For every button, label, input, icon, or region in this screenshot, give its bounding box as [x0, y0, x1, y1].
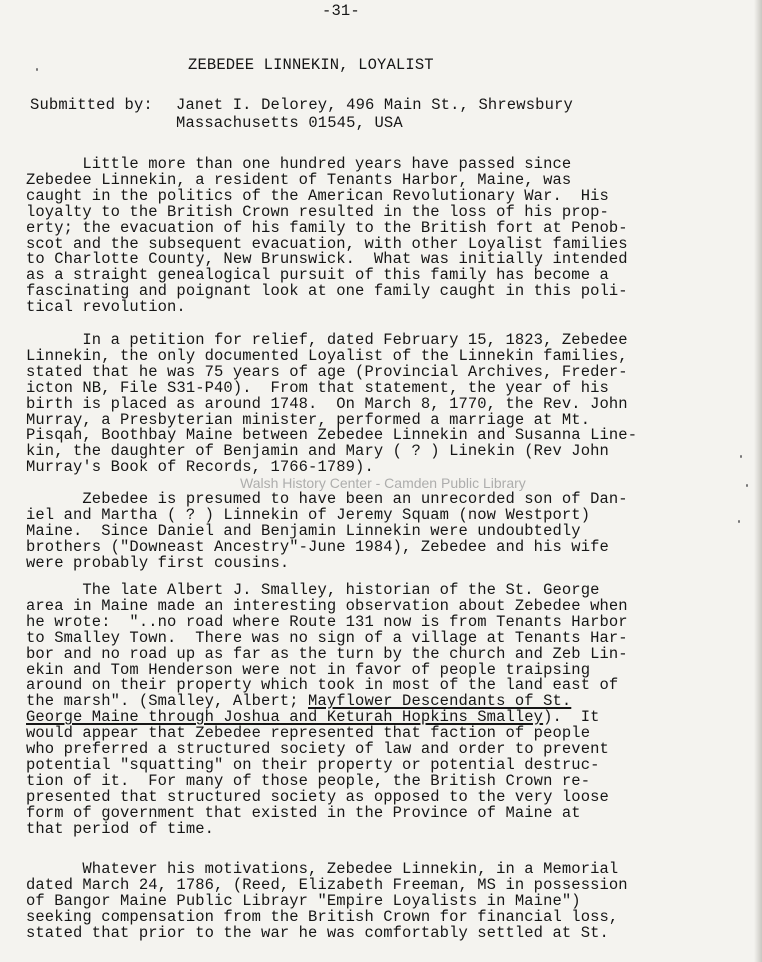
submitter-address-line-2: Massachusetts 01545, USA: [176, 114, 403, 132]
text-line: of Bangor Maine Public Librayr "Empire Loyalists in Maine"): [26, 891, 581, 910]
paragraph-1: [26, 157, 676, 316]
text-line: erty; the evacuation of his family to the British fort at Penob-: [26, 218, 628, 237]
text-line: Little more than one hundred years have passed since: [26, 155, 572, 173]
paragraph-6: [26, 862, 676, 942]
text-line: Zebedee is presumed to have been an unrecorded son of Dan-: [26, 490, 628, 508]
text-line: presented that structured society as opposed to the very loose: [26, 787, 609, 806]
text-line: In a petition for relief, dated February 15, 1823, Zebedee: [26, 331, 628, 349]
text-line: Murray, a Presbyterian minister, performed a marriage at Mt.: [26, 410, 591, 429]
scan-speck: [738, 520, 740, 523]
text-line: were probably first cousins.: [26, 553, 290, 572]
text-line: tical revolution.: [26, 298, 186, 317]
text-line: Zebedee Linnekin, a resident of Tenants Harbor, Maine, was: [26, 170, 572, 189]
text-line: form of government that existed in the Province of Maine at: [26, 803, 581, 822]
text-line: area in Maine made an interesting observation about Zebedee when: [26, 596, 628, 615]
text-line: kin, the daughter of Benjamin and Mary ( ? ) Linekin (Rev John: [26, 442, 609, 461]
paragraph-3: [26, 492, 676, 572]
paragraph-4: [26, 583, 676, 838]
text-line: loyalty to the British Crown resulted in the loss of his prop-: [26, 202, 609, 221]
text-line: brothers ("Downeast Ancestry"-June 1984), Zebedee and his wife: [26, 537, 609, 556]
text-line: around on their property which took in most of the land east of: [26, 676, 619, 695]
text-line: The late Albert J. Smalley, historian of the St. George: [26, 581, 600, 599]
text-line: ekin and Tom Henderson were not in favor of people traipsing: [26, 660, 591, 679]
page-number: -31-: [322, 2, 360, 20]
text-line: as a straight genealogical pursuit of this family has become a: [26, 266, 609, 285]
text-line: seeking compensation from the British Crown for financial loss,: [26, 907, 619, 926]
text-line: caught in the politics of the American Revolutionary War. His: [26, 186, 609, 205]
text-line: to Smalley Town. There was no sign of a village at Tenants Har-: [26, 628, 628, 647]
text-line: iel and Martha ( ? ) Linnekin of Jeremy Squam (now Westport): [26, 505, 591, 524]
text-line: to Charlotte County, New Brunswick. What was initially intended: [26, 250, 628, 269]
text-line: potential "squatting" on their property or potential destruc-: [26, 755, 600, 774]
text-line: would appear that Zebedee represented that faction of people: [26, 724, 591, 743]
scan-speck: [36, 68, 38, 71]
text-fragment: the marsh". (Smalley, Albert;: [26, 692, 309, 711]
text-line: Pisqah, Boothbay Maine between Zebedee Linnekin and Susanna Line-: [26, 426, 638, 445]
text-line: scot and the subsequent evacuation, with other Loyalist families: [26, 234, 628, 253]
text-line: dated March 24, 1786, (Reed, Elizabeth Freeman, MS in possession: [26, 875, 628, 894]
text-line: he wrote: "..no road where Route 131 now is from Tenants Harbor: [26, 612, 628, 631]
text-line: bor and no road up as far as the turn by the church and Zeb Lin-: [26, 644, 628, 663]
citation-title-part-2: George Maine through Joshua and Keturah Hopkins Smalley: [26, 708, 544, 727]
text-line: Whatever his motivations, Zebedee Linnekin, in a Memorial: [26, 860, 619, 878]
document-title: ZEBEDEE LINNEKIN, LOYALIST: [188, 56, 434, 74]
paragraph-2: [26, 333, 676, 476]
scan-speck: [746, 484, 748, 487]
submitted-by-label: Submitted by:: [30, 96, 153, 114]
text-line: tion of it. For many of those people, the British Crown re-: [26, 771, 591, 790]
scan-speck: [740, 455, 742, 458]
text-line: birth is placed as around 1748. On March 8, 1770, the Rev. John: [26, 394, 628, 413]
watermark: Walsh History Center - Camden Public Library: [240, 475, 526, 491]
text-fragment: ). It: [543, 708, 600, 727]
text-line: Linnekin, the only documented Loyalist of the Linnekin families,: [26, 346, 628, 365]
page-edge-shadow: [754, 0, 762, 962]
text-line: Maine. Since Daniel and Benjamin Linnekin were undoubtedly: [26, 521, 581, 540]
text-line: stated that prior to the war he was comfortably settled at St.: [26, 923, 609, 942]
text-line: stated that he was 75 years of age (Provincial Archives, Freder-: [26, 362, 628, 381]
text-line: that period of time.: [26, 819, 215, 838]
citation-title-part-1: Mayflower Descendants of St.: [308, 692, 572, 711]
text-line: who preferred a structured society of law and order to prevent: [26, 740, 609, 759]
submitter-address-line-1: Janet I. Delorey, 496 Main St., Shrewsbury: [176, 96, 573, 114]
text-line: fascinating and poignant look at one family caught in this poli-: [26, 282, 628, 301]
text-line: icton NB, File S31-P40). From that statement, the year of his: [26, 378, 609, 397]
text-line: Murray's Book of Records, 1766-1789).: [26, 458, 374, 477]
